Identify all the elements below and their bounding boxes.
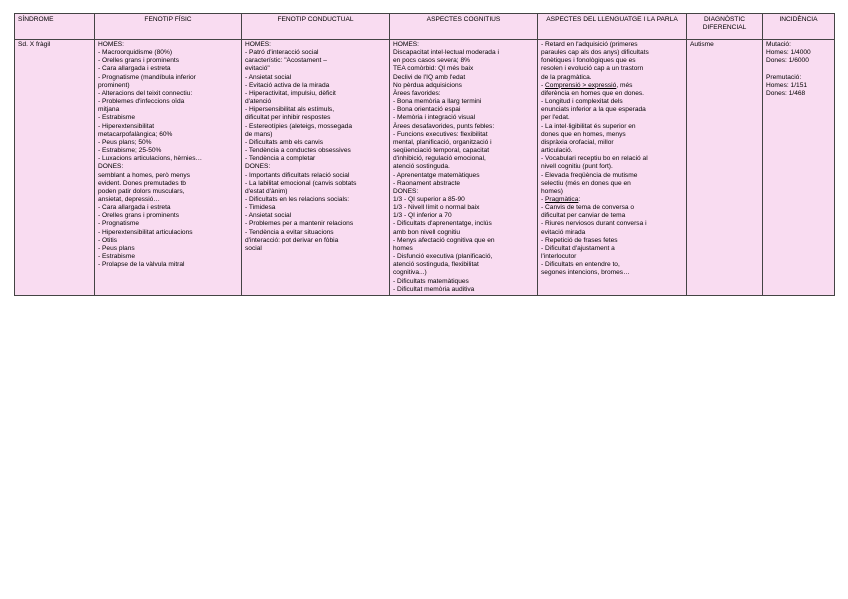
cell-incidencia (763, 40, 835, 296)
cell-line: seqüenciació temporal, capacitat (393, 147, 490, 155)
cell-line: - La intel·ligibilitat és superior en (541, 122, 636, 130)
cell-line: - Funcions executives: flexibilitat (393, 130, 488, 138)
cell-line: l'interlocutor (541, 253, 577, 261)
cell-line: Discapacitat intel·lectual moderada i (393, 49, 499, 57)
cell-line: 1/3 - QI inferior a 70 (393, 212, 452, 220)
cell-line: - Tendència a evitar situacions (245, 228, 334, 236)
cell-line: de mans) (245, 130, 273, 138)
cell-line: homes) (541, 187, 563, 195)
cell-line: - Bona memòria a llarg termini (393, 98, 482, 106)
cell-line: - Prolapse de la vàlvula mitral (98, 261, 185, 269)
cell-line: dificultat per canviar de tema (541, 212, 626, 220)
cell-line: selectiu (més en dones que en (541, 179, 631, 187)
cell-line: - Canvis de tema de conversa o (541, 204, 635, 212)
cell-line: - Bona orientació espai (393, 106, 461, 114)
cell-line: poden patir dolors musculars, (98, 187, 185, 195)
cell-line: - Estrabisme (98, 114, 136, 122)
table-row (15, 40, 835, 296)
cell-fenotip-conductual (242, 40, 390, 296)
cell-line: d'atenció (245, 98, 272, 106)
cell-line: - Tendència a completar (245, 155, 316, 163)
header-incidencia: INCIDÈNCIA (763, 14, 835, 40)
cell-line: - Prognatisme (mandíbula inferior (98, 73, 196, 81)
cell-line: HOMES: (393, 41, 420, 48)
cell-line: - Problemes d'infeccions oïda (98, 98, 185, 106)
cell-line: - Riures nerviosos durant conversa i (541, 220, 647, 228)
cell-line: paraules cap als dos anys) dificultats (541, 49, 649, 57)
cell-line: - Longitud i complexitat dels (541, 98, 623, 106)
header-fenotip-conductual: FENOTIP CONDUCTUAL (242, 14, 390, 40)
cell-line: mental, planificació, organització i (393, 138, 492, 146)
cell-line: amb bon nivell cognitiu (393, 228, 461, 236)
cell-line: - Alteracions del teixit connectiu: (98, 89, 193, 97)
cell-line: evident. Dones premutades tb (98, 179, 186, 187)
cell-line: 1/3 - QI superior a 85-90 (393, 195, 465, 203)
cell-line: d'interacció: pot derivar en fòbia (245, 236, 339, 244)
cell-line: diferència en homes que en dones. (541, 89, 645, 97)
cell-line: social (245, 244, 262, 252)
cell-line: - La labilitat emocional (canvis sobtats (245, 179, 357, 187)
cell-line: - Memòria i integració visual (393, 114, 476, 122)
header-fenotip-fisic: FENOTIP FÍSIC (95, 14, 242, 40)
cell-line: per l'edat. (541, 114, 570, 122)
cell-line: - Comprensió > expressió, més (541, 81, 633, 89)
cell-line: dones que en homes, menys (541, 130, 626, 138)
cell-line: en pocs casos severa; 8% (393, 57, 470, 65)
cell-line: - Evitació activa de la mirada (245, 81, 330, 89)
cell-line: - Peus plans; 50% (98, 138, 152, 146)
cell-line: Premutació: (766, 73, 802, 81)
cell-line: - Retard en l'adquisició (primeres (541, 41, 638, 48)
cell-line: - Elevada freqüència de mutisme (541, 171, 638, 179)
cell-line: homes (393, 244, 413, 252)
cell-line: Homes: 1/151 (766, 81, 808, 89)
cell-line: - Orelles grans i prominents (98, 57, 179, 65)
cell-line: dificultat per inhibir respostes (245, 114, 331, 122)
cell-line: - Luxacions articulacions, hèrnies… (98, 155, 203, 163)
cell-line: - Dificultats matemàtiques (393, 277, 469, 285)
cell-line: característic: "Acostament – (245, 57, 327, 65)
cell-line: Àrees desafavorides, punts febles: (393, 122, 495, 130)
cell-line: articulació. (541, 147, 573, 155)
cell-line: - Vocabulari receptiu bo en relació al (541, 155, 648, 163)
cell-line: de la pragmàtica. (541, 73, 592, 81)
cell-sindrome: Sd. X fràgil (15, 40, 95, 296)
cell-line: - Pragmàtica: (541, 195, 581, 203)
cell-line: Dones: 1/6000 (766, 57, 809, 65)
cell-line: - Timidesa (245, 204, 276, 212)
cell-line: atenció sostinguda, flexibilitat (393, 261, 479, 269)
header-diagnostic: DIAGNÒSTIC DIFERENCIAL (687, 14, 763, 40)
cell-line: No pèrdua adquisicions (393, 81, 462, 89)
cell-line: ansietat, depressió… (98, 195, 160, 203)
cell-line: - Patró d'interacció social (245, 49, 319, 57)
cell-line: - Hiperextensibilitat articulacions (98, 228, 193, 236)
cell-line: - Dificultats en les relacions socials: (245, 195, 350, 203)
header-row (15, 14, 835, 40)
cell-line: - Dificultats amb els canvis (245, 138, 324, 146)
cell-line: Declivi de l'IQ amb l'edat (393, 73, 466, 81)
cell-line: - Problemes per a mantenir relacions (245, 220, 354, 228)
cell-line: - Otitis (98, 236, 118, 244)
cell-line: enunciats inferior a la que esperada (541, 106, 646, 114)
cell-line: metacarpofalàngica; 60% (98, 130, 173, 138)
cell-line: - Dificultats en entendre to, (541, 261, 620, 269)
cell-line: - Prognatisme (98, 220, 140, 228)
cell-line: - Disfunció executiva (planificació, (393, 253, 493, 261)
cell-aspectes-cognitius (390, 40, 538, 296)
cell-line: DONES: (98, 163, 124, 171)
cell-line: Mutació: (766, 41, 791, 48)
cell-line: d'estat d'ànim) (245, 187, 288, 195)
cell-line: - Hipersensibilitat als estímuls, (245, 106, 335, 114)
cell-line (766, 65, 831, 73)
cell-line: fonètiques i fonològiques que es (541, 57, 636, 65)
cell-line: - Dificultat d'ajustament a (541, 244, 615, 252)
header-sindrome: SÍNDROME (15, 14, 95, 40)
cell-line: - Cara allargada i estreta (98, 65, 171, 73)
cell-line: segones intencions, bromes… (541, 269, 630, 277)
cell-line: - Estrabisme (98, 253, 136, 261)
cell-line: atenció sostinguda. (393, 163, 450, 171)
cell-line: - Cara allargada i estreta (98, 204, 171, 212)
cell-line: d'inhibició, regulació emocional, (393, 155, 486, 163)
cell-line: - Hiperextensibilitat (98, 122, 155, 130)
cell-line: mitjana (98, 106, 120, 114)
cell-line: - Orelles grans i prominents (98, 212, 179, 220)
cell-llenguatge (538, 40, 687, 296)
cell-line: nivell cognitiu (punt fort). (541, 163, 613, 171)
cell-line: - Peus plans (98, 244, 135, 252)
header-aspectes-cognitius: ASPECTES COGNITIUS (390, 14, 538, 40)
cell-line: Àrees favorides: (393, 89, 441, 97)
cell-line: - Hiperactivitat, impulsiu, dèficit (245, 89, 336, 97)
cell-line: semblant a homes, però menys (98, 171, 190, 179)
cell-line: - Tendència a conductes obsessives (245, 147, 351, 155)
syndrome-table (14, 13, 835, 296)
cell-line: dispràxia orofacial, millor (541, 138, 614, 146)
cell-line: - Ansietat social (245, 212, 292, 220)
cell-line: - Macroorquidisme (80%) (98, 49, 173, 57)
cell-fenotip-fisic (95, 40, 242, 296)
cell-line: - Aprenentatge matemàtiques (393, 171, 480, 179)
cell-line: - Raonament abstracte (393, 179, 461, 187)
cell-line: - Ansietat social (245, 73, 292, 81)
cell-line: DONES: (393, 187, 419, 195)
cell-line: Homes: 1/4000 (766, 49, 811, 57)
cell-line: - Menys afectació cognitiva que en (393, 236, 495, 244)
cell-line: - Estrabisme; 25-50% (98, 147, 162, 155)
cell-line: HOMES: (245, 41, 272, 48)
cell-line: TEA comòrbid: QI més baix (393, 65, 474, 73)
cell-line: - Dificultats d'aprenentatge, inclús (393, 220, 492, 228)
header-llenguatge: ASPECTES DEL LLENGUATGE I LA PARLA (538, 14, 687, 40)
cell-line: 1/3 - Nivell límit o normal baix (393, 204, 480, 212)
cell-diagnostic: Autisme (687, 40, 763, 296)
cell-line: evitació mirada (541, 228, 586, 236)
cell-line: HOMES: (98, 41, 125, 48)
cell-line: - Estereotípies (aleteigs, mossegada (245, 122, 353, 130)
cell-line: DONES: (245, 163, 271, 171)
cell-line: cognitiva...) (393, 269, 427, 277)
cell-line: Dones: 1/468 (766, 89, 806, 97)
cell-line: - Importants dificultats relació social (245, 171, 350, 179)
cell-line: - Repetició de frases fetes (541, 236, 618, 244)
cell-line: prominent) (98, 81, 130, 89)
cell-line: resolen i evolució cap a un trastorn (541, 65, 644, 73)
cell-line: evitació" (245, 65, 270, 73)
cell-line: - Dificultat memòria auditiva (393, 285, 475, 293)
